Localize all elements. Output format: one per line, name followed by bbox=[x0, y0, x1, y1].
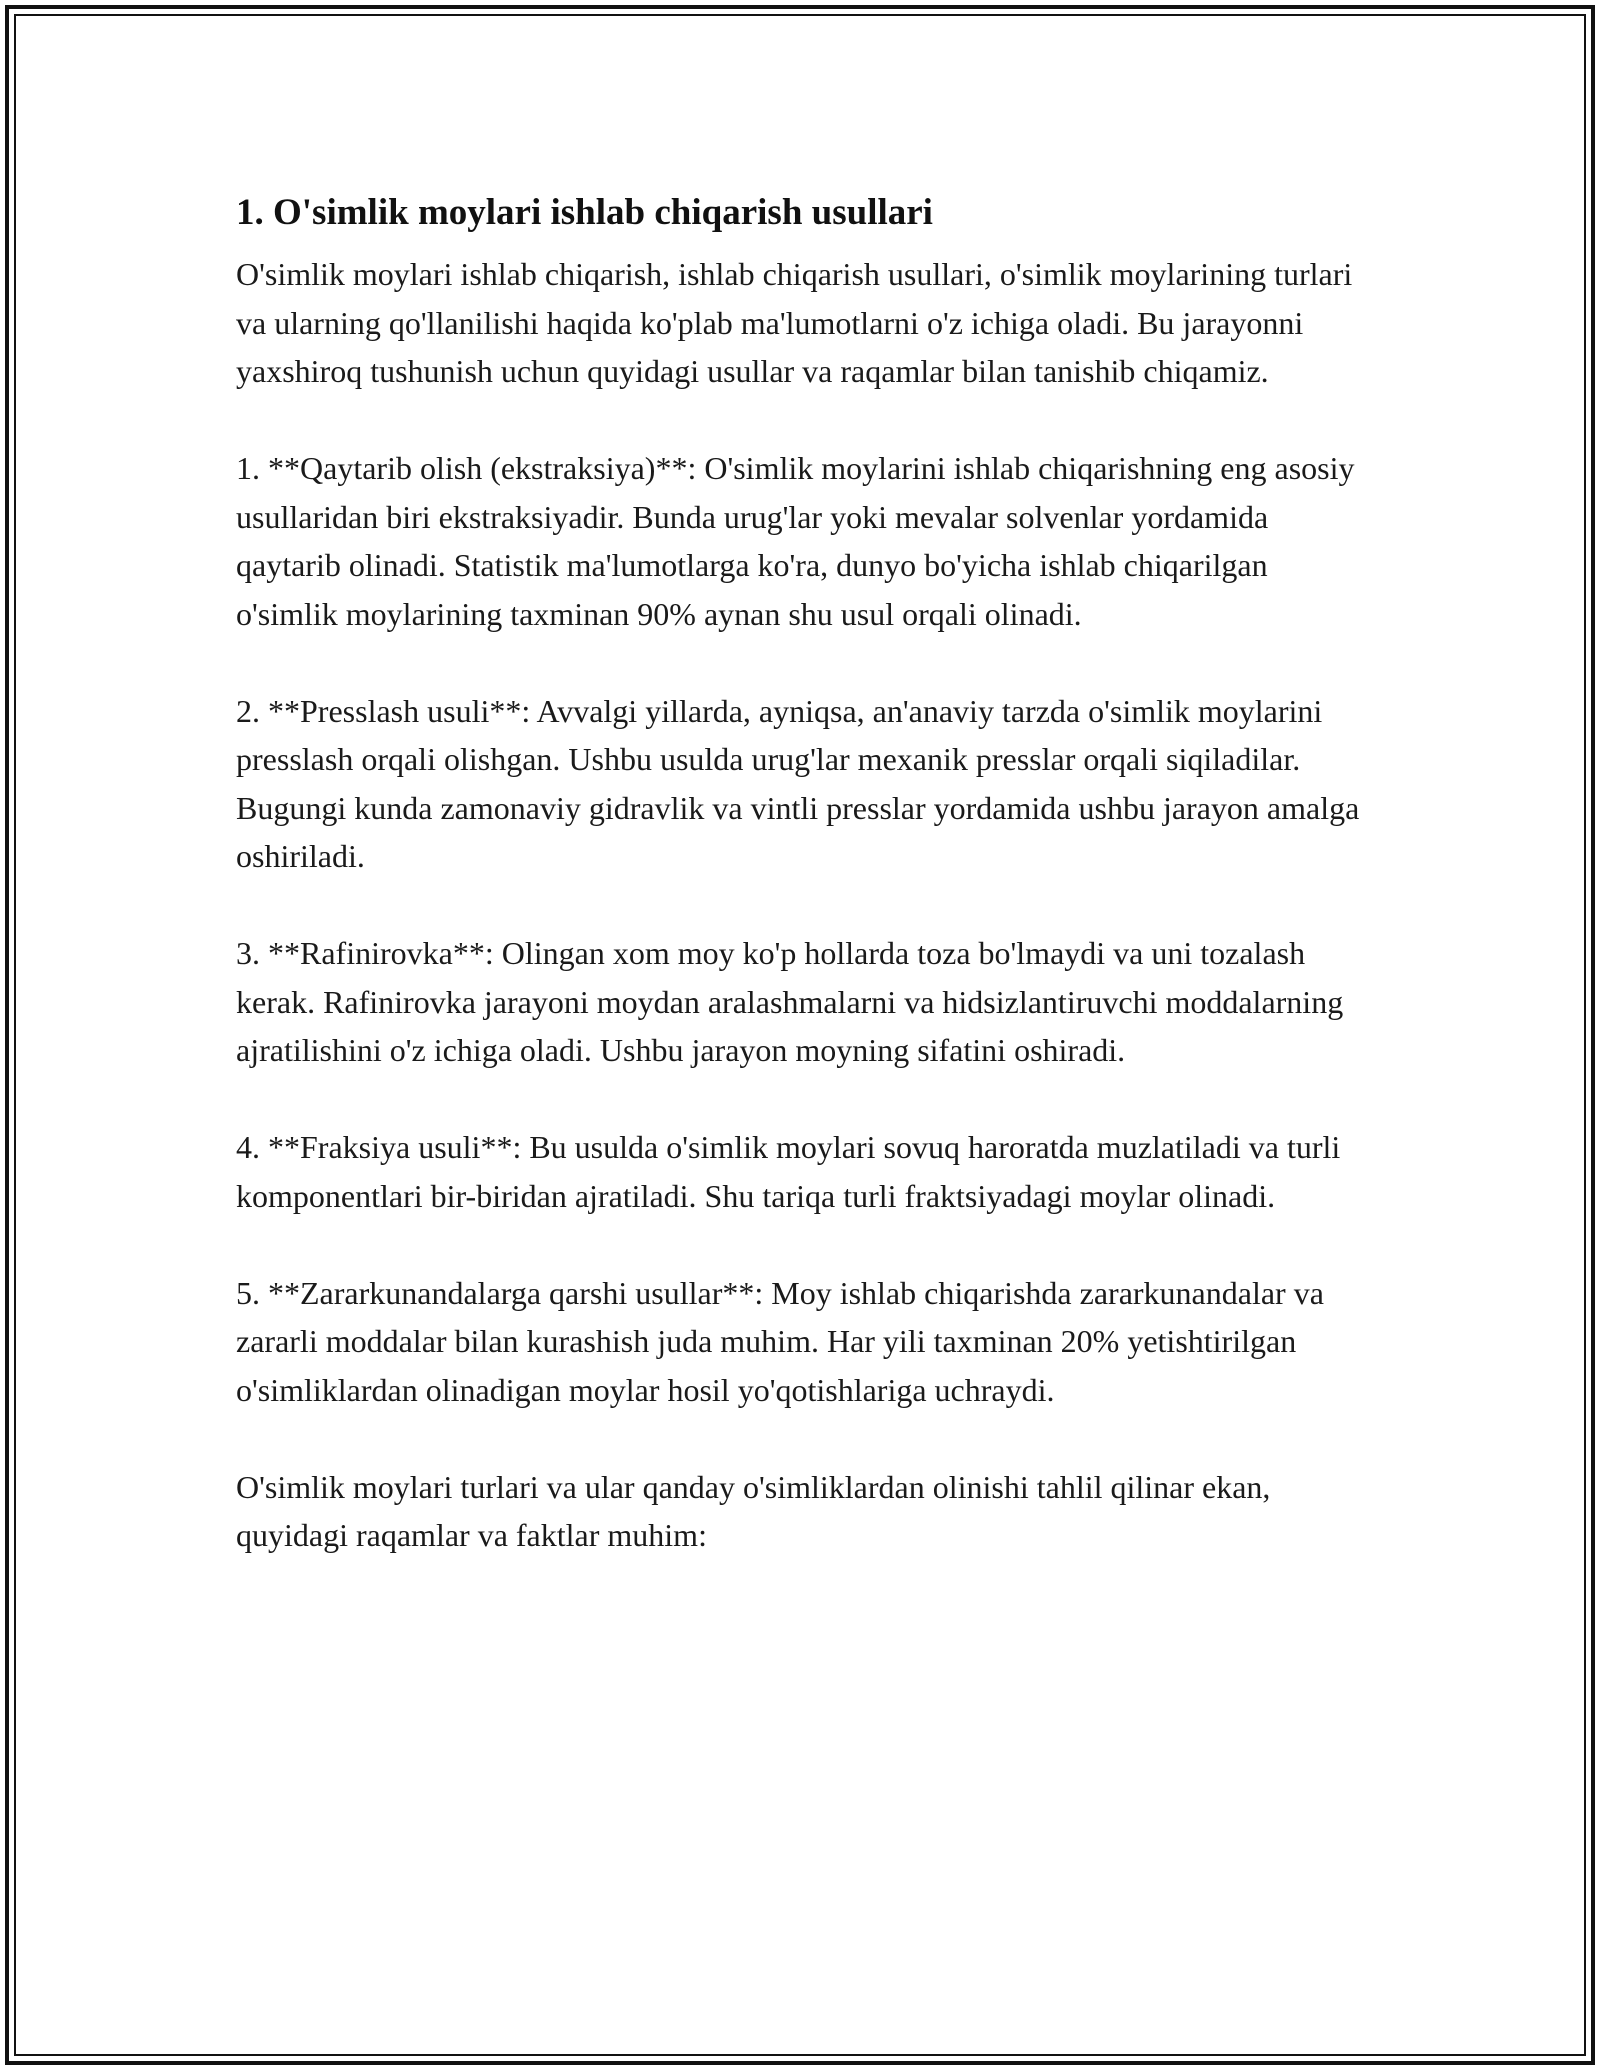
document-content bbox=[236, 186, 1366, 1608]
list-item-extraction: 1. **Qaytarib olish (ekstraksiya)**: O'simlik moylarini ishlab chiqarishning eng asosiy usullaridan biri ekstraksiyadir. Bunda urug'lar yoki mevalar solvenlar yordamida qaytarib olinadi. Statistik ma'lumotlarga ko'ra, dunyo bo'yicha ishlab chiqarilgan o'simlik moylarining taxminan 90% aynan shu usul orqali olinadi. bbox=[236, 450, 1355, 632]
intro-paragraph: O'simlik moylari ishlab chiqarish, ishlab chiqarish usullari, o'simlik moylarining turlari va ularning qo'llanilishi haqida ko'plab ma'lumotlarni o'z ichiga oladi. Bu jarayonni yaxshiroq tushunish uchun quyidagi usullar va raqamlar bilan tanishib chiqamiz. bbox=[236, 256, 1353, 389]
document-body bbox=[236, 250, 1366, 1560]
list-item-pressing: 2. **Presslash usuli**: Avvalgi yillarda, ayniqsa, an'anaviy tarzda o'simlik moylarini presslash orqali olishgan. Ushbu usulda urug'lar mexanik presslar orqali siqiladilar. Bugungi kunda zamonaviy gidravlik va vintli presslar yordamida ushbu jarayon amalga oshiriladi. bbox=[236, 692, 1360, 874]
list-item-fractionation: 4. **Fraksiya usuli**: Bu usulda o'simlik moylari sovuq haroratda muzlatiladi va turli komponentlari bir-biridan ajratiladi. Shu tariqa turli fraktsiyadagi moylar olinadi. bbox=[236, 1129, 1341, 1214]
closing-paragraph: O'simlik moylari turlari va ular qanday o'simliklardan olinishi tahlil qilinar ekan, quyidagi raqamlar va faktlar muhim: bbox=[236, 1468, 1271, 1553]
document-title: 1. O'simlik moylari ishlab chiqarish usullari bbox=[236, 192, 933, 233]
list-item-refining: 3. **Rafinirovka**: Olingan xom moy ko'p hollarda toza bo'lmaydi va uni tozalash kerak. Rafinirovka jarayoni moydan aralashmalarni va hidsizlantiruvchi moddalarning ajratilishini o'z ichiga oladi. Ushbu jarayon moyning sifatini oshiradi. bbox=[236, 935, 1344, 1068]
list-item-pest-control: 5. **Zararkunandalarga qarshi usullar**: Moy ishlab chiqarishda zararkunandalar va zararli moddalar bilan kurashish juda muhim. Har yili taxminan 20% yetishtirilgan o'simliklardan olinadigan moylar hosil yo'qotishlariga uchraydi. bbox=[236, 1274, 1324, 1408]
